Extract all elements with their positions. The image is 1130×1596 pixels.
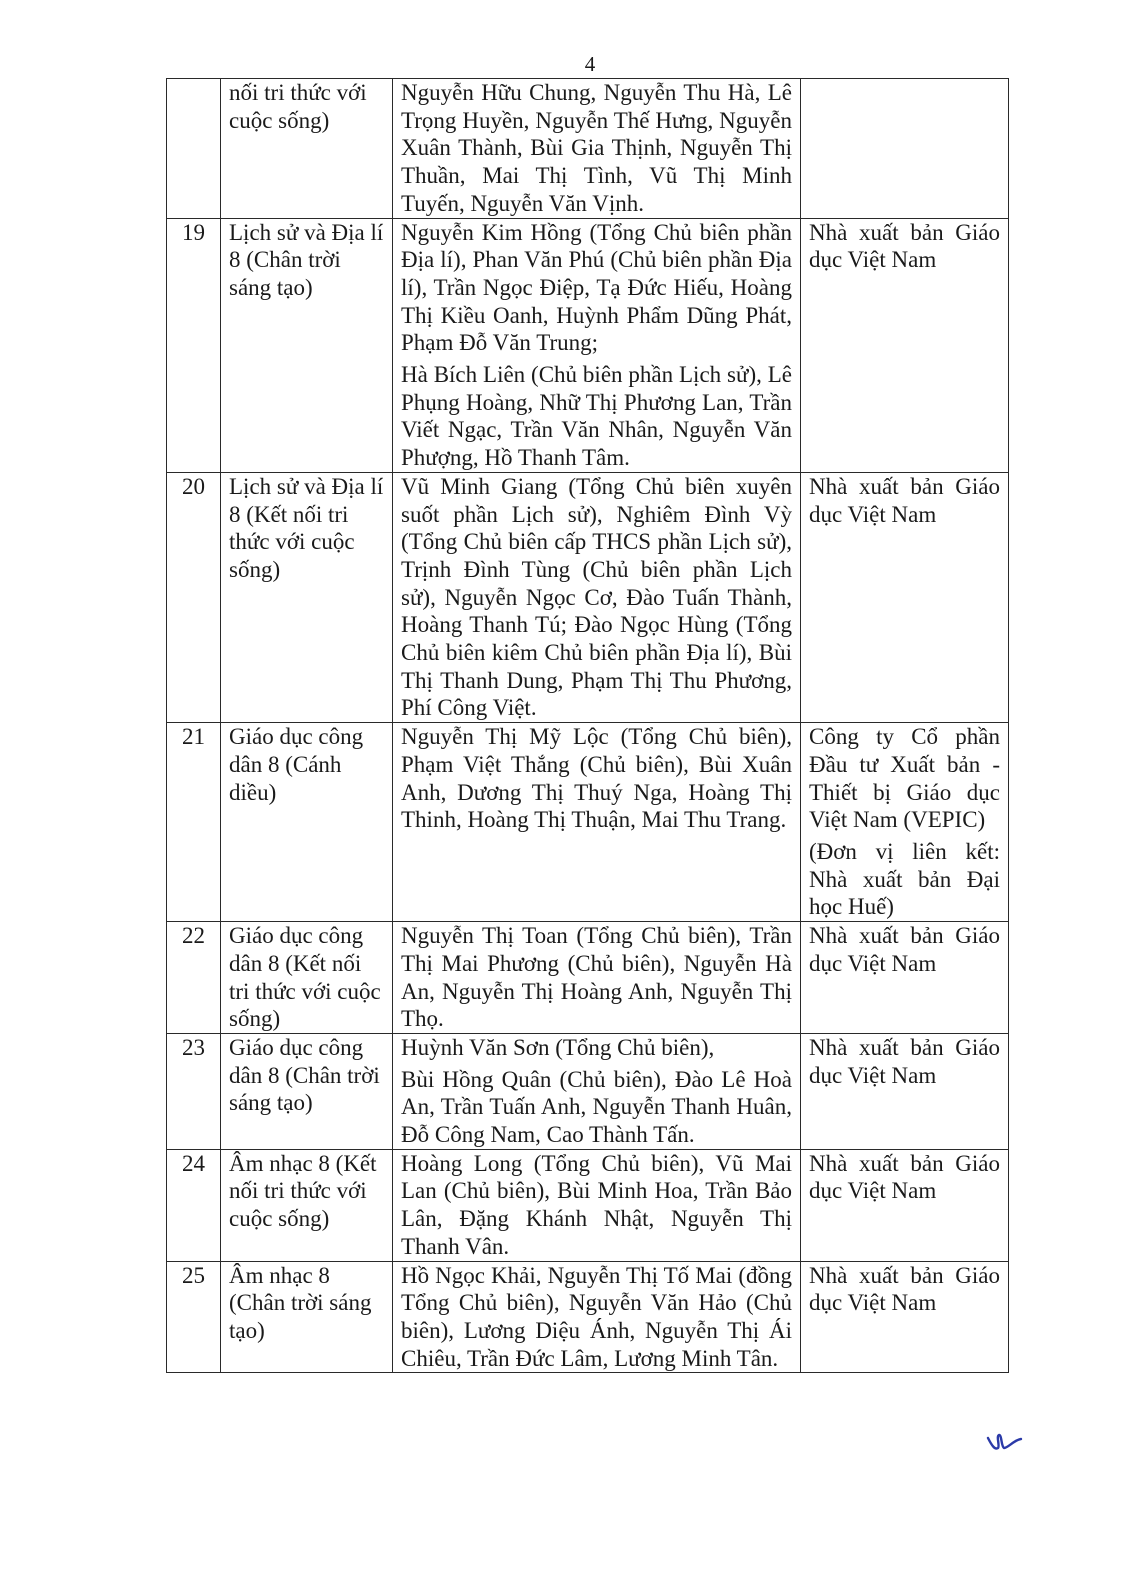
book-title-cell — [221, 218, 393, 472]
publisher-cell — [801, 472, 1009, 722]
row-number: 19 — [182, 219, 205, 245]
book-title: Giáo dục công dân 8 (Chân trời sáng tạo) — [229, 1034, 380, 1116]
authors-cell — [393, 723, 801, 922]
textbook-list-table — [166, 78, 1009, 1373]
book-title-cell — [221, 79, 393, 219]
authors-cell — [393, 1261, 801, 1373]
table-row — [167, 472, 1009, 722]
table-row — [167, 1033, 1009, 1149]
book-title: Âm nhạc 8 (Chân trời sáng tạo) — [229, 1262, 372, 1343]
row-number-cell — [167, 472, 221, 722]
table-row — [167, 1261, 1009, 1373]
publisher-paragraph: (Đơn vị liên kết: Nhà xuất bản Đại học Huế) — [809, 838, 1000, 920]
publisher-cell — [801, 1149, 1009, 1261]
book-title-cell — [221, 472, 393, 722]
page-number: 4 — [584, 52, 596, 76]
book-title: Giáo dục công dân 8 (Cánh diều) — [229, 724, 364, 805]
table-body — [167, 79, 1009, 1373]
initial-signature-mark — [984, 1426, 1024, 1456]
table-row — [167, 922, 1009, 1034]
table-row — [167, 79, 1009, 219]
row-number: 24 — [182, 1150, 205, 1176]
authors-paragraph: Hà Bích Liên (Chủ biên phần Lịch sử), Lê Phụng Hoàng, Nhữ Thị Phương Lan, Trần Viết Ngạc, Trần Văn Nhân, Nguyễn Văn Phượng, Hồ Thanh Tâm. — [401, 362, 792, 471]
authors-paragraph: Vũ Minh Giang (Tổng Chủ biên xuyên suốt phần Lịch sử), Nghiêm Đình Vỳ (Tổng Chủ biên cấp THCS phần Lịch sử), Trịnh Đình Tùng (Chủ biên phần Lịch sử), Nguyễn Ngọc Cơ, Đào Tuấn Thành, Hoàng Thanh Tú; Đào Ngọc Hùng (Tổng Chủ biên kiêm Chủ biên phần Địa lí), Bùi Thị Thanh Dung, Phạm Thị Thu Phương, Phí Công Việt. — [401, 473, 792, 721]
authors-paragraph: Nguyễn Thị Mỹ Lộc (Tổng Chủ biên), Phạm Việt Thắng (Chủ biên), Bùi Xuân Anh, Dương Thị Thuý Nga, Hoàng Thị Thinh, Hoàng Thị Thuận, Mai Thu Trang. — [401, 724, 792, 833]
row-number: 22 — [182, 923, 205, 949]
authors-paragraph: Nguyễn Kim Hồng (Tổng Chủ biên phần Địa lí), Phan Văn Phú (Chủ biên phần Địa lí), Trần Ngọc Điệp, Tạ Đức Hiếu, Hoàng Thị Kiều Oanh, Huỳnh Phẩm Dũng Phát, Phạm Đỗ Văn Trung; — [401, 219, 792, 356]
publisher-cell — [801, 79, 1009, 219]
book-title-cell — [221, 1149, 393, 1261]
row-number-cell — [167, 1261, 221, 1373]
row-number: 21 — [182, 724, 205, 750]
book-title-cell — [221, 1261, 393, 1373]
publisher-cell — [801, 218, 1009, 472]
book-title-cell — [221, 922, 393, 1034]
row-number: 23 — [182, 1034, 205, 1060]
table-row — [167, 218, 1009, 472]
authors-cell — [393, 218, 801, 472]
publisher-paragraph: Nhà xuất bản Giáo dục Việt Nam — [809, 1262, 1000, 1316]
authors-cell — [393, 1149, 801, 1261]
authors-paragraph: Hồ Ngọc Khải, Nguyễn Thị Tố Mai (đồng Tổng Chủ biên), Nguyễn Văn Hảo (Chủ biên), Lương Diệu Ánh, Nguyễn Thị Ái Chiêu, Trần Đức Lâm, Lương Minh Tân. — [401, 1262, 792, 1371]
authors-cell — [393, 1033, 801, 1149]
row-number-cell — [167, 922, 221, 1034]
book-title: Lịch sử và Địa lí 8 (Chân trời sáng tạo) — [229, 219, 384, 300]
publisher-cell — [801, 723, 1009, 922]
authors-paragraph: Hoàng Long (Tổng Chủ biên), Vũ Mai Lan (Chủ biên), Bùi Minh Hoa, Trần Bảo Lân, Đặng Khánh Nhật, Nguyễn Thị Thanh Vân. — [401, 1150, 792, 1259]
table-row — [167, 723, 1009, 922]
publisher-paragraph: Nhà xuất bản Giáo dục Việt Nam — [809, 219, 1000, 273]
row-number-cell — [167, 1033, 221, 1149]
book-title-cell — [221, 723, 393, 922]
publisher-paragraph: Nhà xuất bản Giáo dục Việt Nam — [809, 473, 1000, 527]
authors-paragraph: Huỳnh Văn Sơn (Tổng Chủ biên), — [401, 1034, 715, 1060]
publisher-paragraph: Nhà xuất bản Giáo dục Việt Nam — [809, 1150, 1000, 1204]
publisher-paragraph: Nhà xuất bản Giáo dục Việt Nam — [809, 1034, 1000, 1088]
authors-paragraph: Nguyễn Hữu Chung, Nguyễn Thu Hà, Lê Trọng Huyền, Nguyễn Thế Hưng, Nguyễn Xuân Thành, Bùi Gia Thịnh, Nguyễn Thị Thuần, Mai Thị Tình, Vũ Thị Minh Tuyến, Nguyễn Văn Vịnh. — [401, 80, 792, 216]
row-number: 25 — [182, 1262, 205, 1288]
table-row — [167, 1149, 1009, 1261]
row-number: 20 — [182, 473, 205, 499]
book-title-cell — [221, 1033, 393, 1149]
publisher-paragraph: Nhà xuất bản Giáo dục Việt Nam — [809, 923, 1000, 976]
row-number-cell — [167, 79, 221, 219]
row-number-cell — [167, 723, 221, 922]
publisher-paragraph: Công ty Cổ phần Đầu tư Xuất bản - Thiết bị Giáo dục Việt Nam (VEPIC) — [809, 724, 1000, 833]
book-title: Âm nhạc 8 (Kết nối tri thức với cuộc sống) — [229, 1150, 377, 1232]
authors-cell — [393, 922, 801, 1034]
row-number-cell — [167, 218, 221, 472]
publisher-cell — [801, 1261, 1009, 1373]
publisher-cell — [801, 922, 1009, 1034]
row-number-cell — [167, 1149, 221, 1261]
authors-paragraph: Bùi Hồng Quân (Chủ biên), Đào Lê Hoà An, Trần Tuấn Anh, Nguyễn Thanh Huân, Đỗ Công Nam, Cao Thành Tấn. — [401, 1066, 792, 1148]
authors-cell — [393, 472, 801, 722]
book-title: Lịch sử và Địa lí 8 (Kết nối tri thức với cuộc sống) — [229, 473, 384, 582]
publisher-cell — [801, 1033, 1009, 1149]
book-title: nối tri thức với cuộc sống) — [229, 80, 367, 133]
authors-cell — [393, 79, 801, 219]
authors-paragraph: Nguyễn Thị Toan (Tổng Chủ biên), Trần Thị Mai Phương (Chủ biên), Nguyễn Hà An, Nguyễn Thị Hoàng Anh, Nguyễn Thị Thọ. — [401, 923, 792, 1032]
book-title: Giáo dục công dân 8 (Kết nối tri thức với cuộc sống) — [229, 923, 381, 1032]
